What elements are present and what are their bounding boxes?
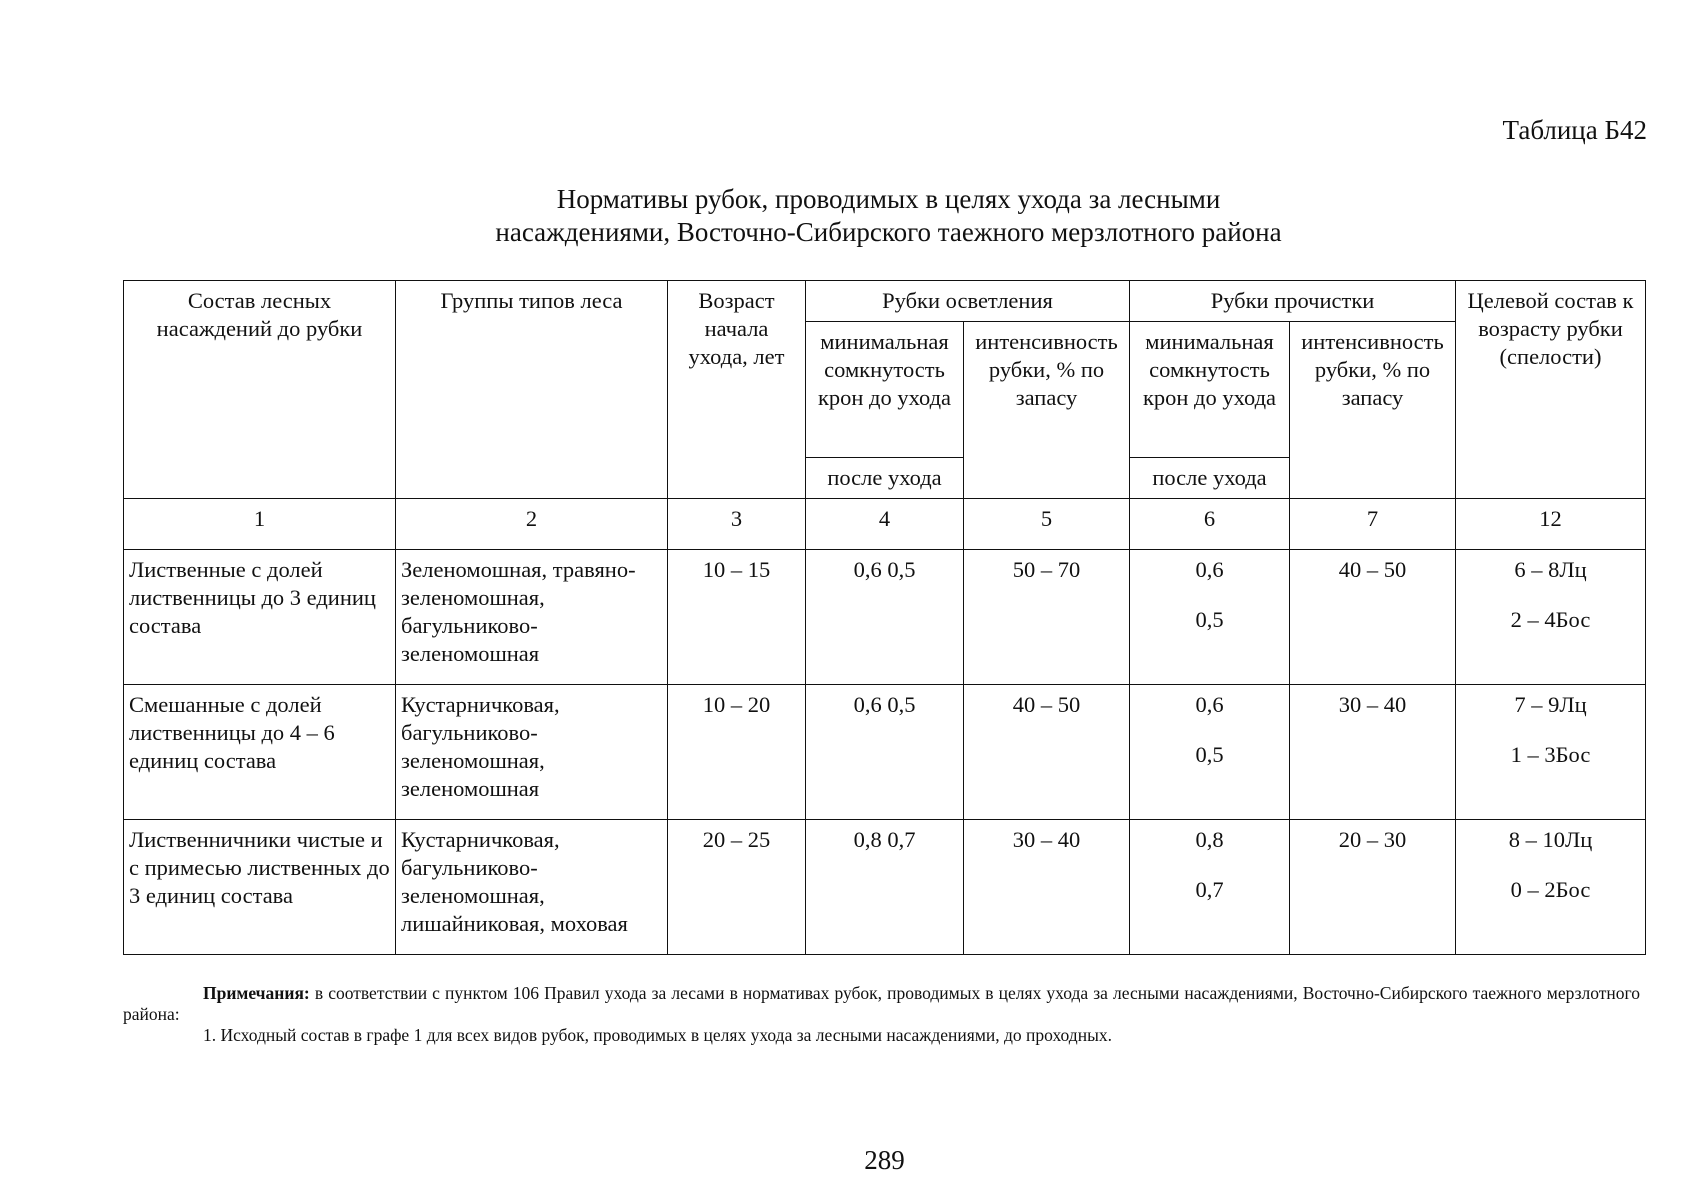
- notes-item-1: 1. Исходный состав в графе 1 для всех видов рубок, проводимых в целях ухода за лесными насаждениями, до проходных.: [203, 1025, 1112, 1045]
- cell-clearing-intensity: 40 – 50: [964, 685, 1130, 820]
- page-number: 289: [864, 1145, 905, 1175]
- cleaning-density-after: 0,5: [1195, 607, 1224, 632]
- norms-table: [123, 280, 1646, 955]
- cell-clearing-density: 0,6 0,5: [806, 685, 964, 820]
- cell-composition: Лиственничники чистые и с примесью лиственных до 3 единиц состава: [124, 820, 396, 955]
- cell-clearing-intensity: 30 – 40: [964, 820, 1130, 955]
- header-intensity-clearing: интенсивность рубки, % по запасу: [964, 322, 1130, 499]
- cell-cleaning-density: [1130, 685, 1290, 820]
- header-intensity-cleaning: интенсивность рубки, % по запасу: [1290, 322, 1456, 499]
- target-primary: 6 – 8Лц: [1514, 557, 1587, 582]
- cell-cleaning-density: [1130, 550, 1290, 685]
- cleaning-density-after: 0,7: [1195, 877, 1224, 902]
- table-label: Таблица Б42: [1502, 115, 1647, 145]
- cell-composition: Смешанные с долей лиственницы до 4 – 6 единиц состава: [124, 685, 396, 820]
- header-min-density-clearing: минимальная сомкнутость крон до ухода: [806, 322, 964, 458]
- cleaning-density-before: 0,8: [1195, 827, 1224, 852]
- cell-forest-types: Зеленомошная, травяно-зеленомошная, багульниково-зеленомошная: [396, 550, 668, 685]
- document-title: [0, 183, 1697, 249]
- column-number: 12: [1456, 499, 1646, 550]
- cell-clearing-density: 0,8 0,7: [806, 820, 964, 955]
- header-composition: Состав лесных насаждений до рубки: [124, 281, 396, 499]
- target-primary: 8 – 10Лц: [1508, 827, 1593, 852]
- title-line-2: насаждениями, Восточно-Сибирского таежного мерзлотного района: [495, 217, 1282, 247]
- header-after-clearing: после ухода: [806, 458, 964, 499]
- header-start-age: Возраст начала ухода, лет: [668, 281, 806, 499]
- header-clearing: Рубки осветления: [806, 281, 1130, 322]
- cell-cleaning-intensity: 30 – 40: [1290, 685, 1456, 820]
- cell-composition: Лиственные с долей лиственницы до 3 единиц состава: [124, 550, 396, 685]
- column-number-row: [124, 499, 1646, 550]
- target-secondary: 1 – 3Бос: [1510, 742, 1591, 767]
- table-row: [124, 820, 1646, 955]
- header-after-cleaning: после ухода: [1130, 458, 1290, 499]
- column-number: 1: [124, 499, 396, 550]
- header-cleaning: Рубки прочистки: [1130, 281, 1456, 322]
- cell-clearing-intensity: 50 – 70: [964, 550, 1130, 685]
- column-number: 6: [1130, 499, 1290, 550]
- title-line-1: Нормативы рубок, проводимых в целях ухода за лесными: [556, 184, 1221, 214]
- notes-label: Примечания:: [203, 983, 310, 1003]
- cell-forest-types: Кустарничковая, багульниково-зеленомошная, лишайниковая, моховая: [396, 820, 668, 955]
- header-forest-types: Группы типов леса: [396, 281, 668, 499]
- column-number: 5: [964, 499, 1130, 550]
- column-number: 3: [668, 499, 806, 550]
- cell-cleaning-intensity: 20 – 30: [1290, 820, 1456, 955]
- cleaning-density-before: 0,6: [1195, 692, 1224, 717]
- cell-cleaning-intensity: 40 – 50: [1290, 550, 1456, 685]
- target-secondary: 0 – 2Бос: [1510, 877, 1591, 902]
- cell-start-age: 10 – 20: [668, 685, 806, 820]
- cell-clearing-density: 0,6 0,5: [806, 550, 964, 685]
- cell-target-composition: [1456, 550, 1646, 685]
- cell-cleaning-density: [1130, 820, 1290, 955]
- target-secondary: 2 – 4Бос: [1510, 607, 1591, 632]
- notes-text: в соответствии с пунктом 106 Правил ухода за лесами в нормативах рубок, проводимых в целях ухода за лесными насаждениями, Восточно-Сибирского таежного мерзлотного района:: [123, 983, 1640, 1024]
- cell-target-composition: [1456, 820, 1646, 955]
- column-number: 2: [396, 499, 668, 550]
- header-target-composition: Целевой состав к возрасту рубки (спелости): [1456, 281, 1646, 499]
- cell-start-age: 10 – 15: [668, 550, 806, 685]
- column-number: 4: [806, 499, 964, 550]
- header-min-density-cleaning: минимальная сомкнутость крон до ухода: [1130, 322, 1290, 458]
- target-primary: 7 – 9Лц: [1514, 692, 1587, 717]
- cleaning-density-after: 0,5: [1195, 742, 1224, 767]
- cell-start-age: 20 – 25: [668, 820, 806, 955]
- cell-forest-types: Кустарничковая, багульниково-зеленомошная, зеленомошная: [396, 685, 668, 820]
- column-number: 7: [1290, 499, 1456, 550]
- cleaning-density-before: 0,6: [1195, 557, 1224, 582]
- notes: [123, 983, 1640, 1046]
- cell-target-composition: [1456, 685, 1646, 820]
- table-row: [124, 685, 1646, 820]
- table-row: [124, 550, 1646, 685]
- notes-paragraph: [123, 983, 1640, 1025]
